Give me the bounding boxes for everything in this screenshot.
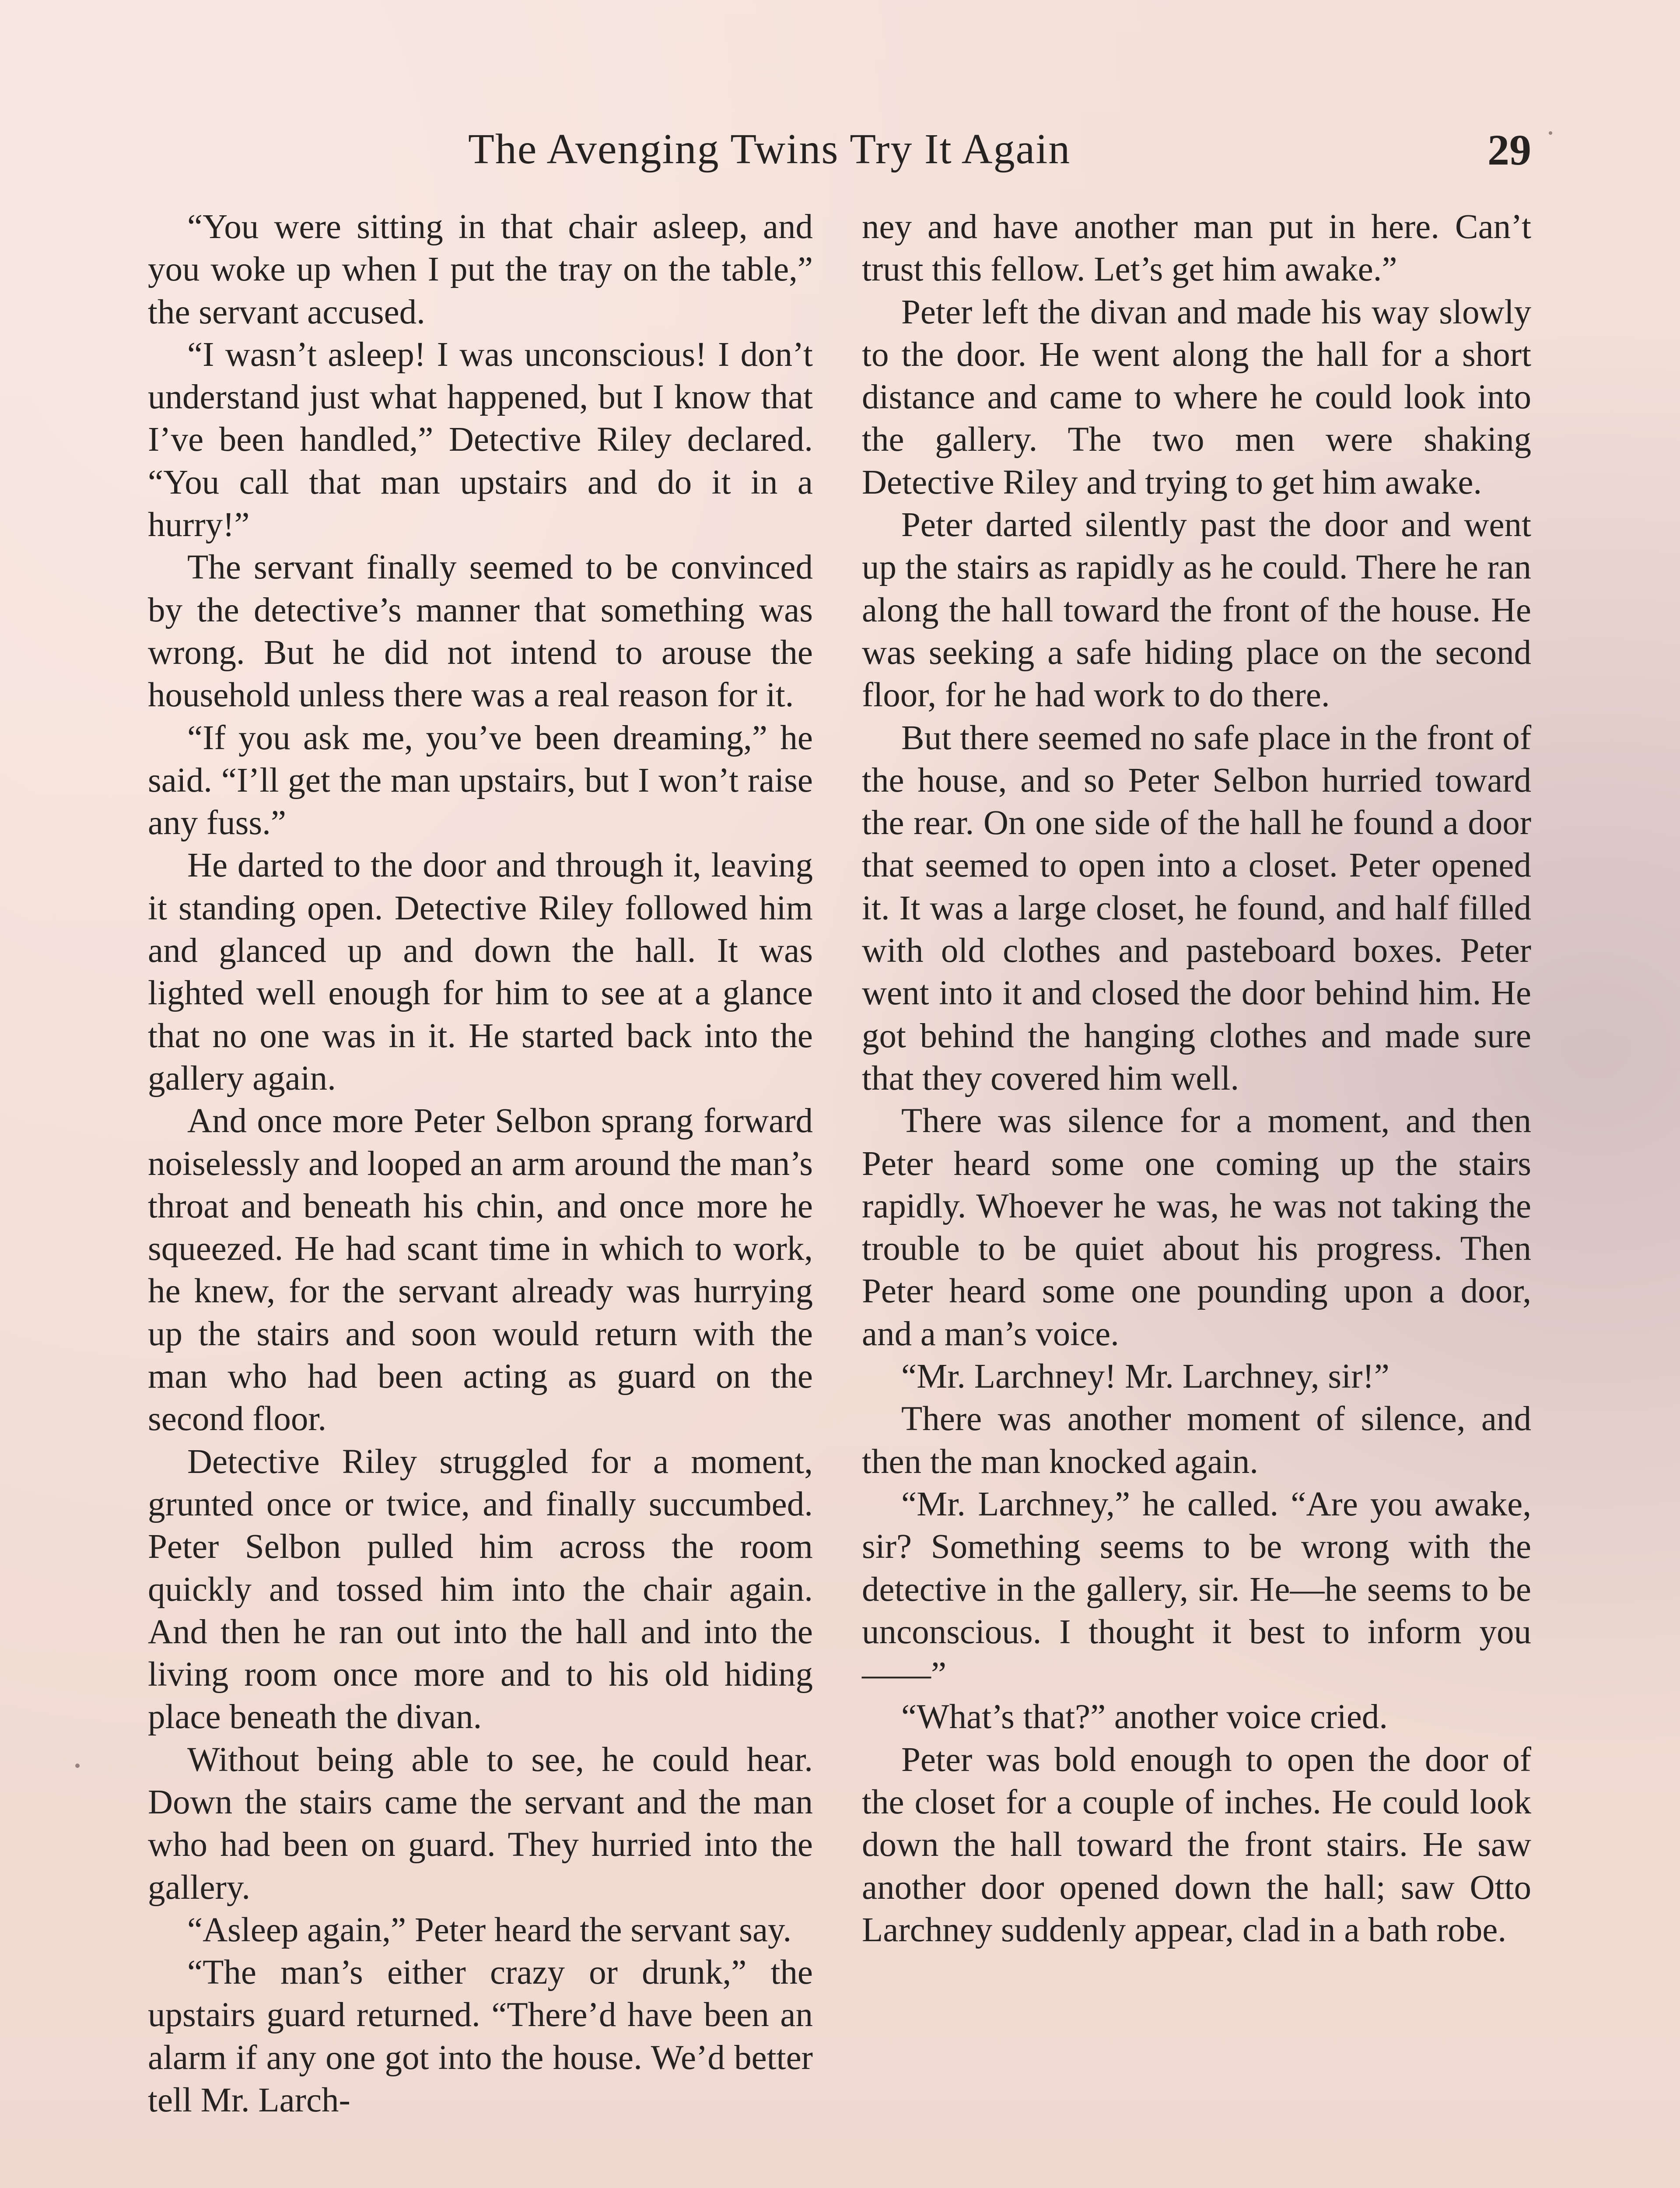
paragraph: There was silence for a moment, and then Peter heard some one coming up the stairs rapidly. Whoever he was, he was not taking the trouble to be quiet about his progress. Then Peter heard some one pounding upon a door, and a man’s voice.	[862, 1102, 1531, 1353]
paragraph: There was another moment of silence, and then the man knocked again.	[862, 1400, 1531, 1481]
paragraph: But there seemed no safe place in the front of the house, and so Peter Selbon hurried toward the rear. On one side of the hall he found a door that seemed to open into a closet. Peter opened it. It was a large closet, he found, and half filled with old clothes and pasteboard boxes. Peter went into it and closed the door behind him. He got behind the hanging clothes and made sure that they covered him well.	[862, 719, 1531, 1098]
paragraph: He darted to the door and through it, leaving it standing open. Detective Riley followed him and glanced up and down the hall. It was lighted well enough for him to see at a glance that no one was in it. He started back into the gallery again.	[148, 846, 813, 1098]
right-column	[862, 206, 1531, 1951]
paper-speck	[1549, 131, 1552, 135]
paragraph: “What’s that?” another voice cried.	[901, 1698, 1388, 1736]
left-column	[148, 206, 813, 2121]
page-number: 29	[1488, 126, 1531, 174]
running-title: The Avenging Twins Try It Again	[468, 126, 1071, 173]
paragraph: Peter was bold enough to open the door of the closet for a couple of inches. He could look down the hall toward the front stairs. He saw another door opened down the hall; saw Otto Larchney suddenly appear, clad in a bath robe.	[862, 1740, 1531, 1949]
paragraph: “If you ask me, you’ve been dreaming,” he said. “I’ll get the man upstairs, but I won’t raise any fuss.”	[148, 719, 813, 842]
page-header	[144, 125, 1531, 190]
continued-paragraph: ney and have another man put in here. Can’t trust this fellow. Let’s get him awake.”	[862, 208, 1531, 289]
paragraph: Peter left the divan and made his way slowly to the door. He went along the hall for a short distance and came to where he could look into the gallery. The two men were shaking Detective Riley and trying to get him awake.	[862, 293, 1531, 501]
paragraph: “Asleep again,” Peter heard the servant say.	[187, 1911, 792, 1949]
paragraph: “I wasn’t asleep! I was unconscious! I don’t understand just what happened, but I know that I’ve been handled,” Detective Riley declared. “You call that man upstairs and do it in a hurry!”	[148, 335, 813, 544]
paragraph: Detective Riley struggled for a moment, grunted once or twice, and finally succumbed. Peter Selbon pulled him across the room quickly and tossed him into the chair again. And then he ran out into the hall and into the living room once more and to his old hiding place beneath the divan.	[148, 1442, 813, 1736]
paragraph: “You were sitting in that chair asleep, and you woke up when I put the tray on the table,” the servant accused.	[148, 208, 813, 331]
paragraph: “Mr. Larchney! Mr. Larchney, sir!”	[901, 1357, 1390, 1396]
paragraph: Without being able to see, he could hear. Down the stairs came the servant and the man who had been on guard. They hurried into the gallery.	[148, 1740, 813, 1907]
paragraph: “Mr. Larchney,” he called. “Are you awake, sir? Something seems to be wrong with the detective in the gallery, sir. He—he seems to be unconscious. I thought it best to inform you——”	[862, 1485, 1531, 1694]
paragraph: And once more Peter Selbon sprang forward noiselessly and looped an arm around the man’s throat and beneath his chin, and once more he squeezed. He had scant time in which to work, he knew, for the servant already was hurrying up the stairs and soon would return with the man who had been acting as guard on the second floor.	[148, 1102, 813, 1438]
paragraph: Peter darted silently past the door and went up the stairs as rapidly as he could. There he ran along the hall toward the front of the house. He was seeking a safe hiding place on the second floor, for he had work to do there.	[862, 506, 1531, 715]
paper-speck	[75, 1764, 80, 1768]
paragraph: “The man’s either crazy or drunk,” the upstairs guard returned. “There’d have been an alarm if any one got into the house. We’d better tell Mr. Larch-	[148, 1953, 813, 2120]
paragraph: The servant finally seemed to be convinced by the detective’s manner that something was wrong. But he did not intend to arouse the household unless there was a real reason for it.	[148, 548, 813, 715]
